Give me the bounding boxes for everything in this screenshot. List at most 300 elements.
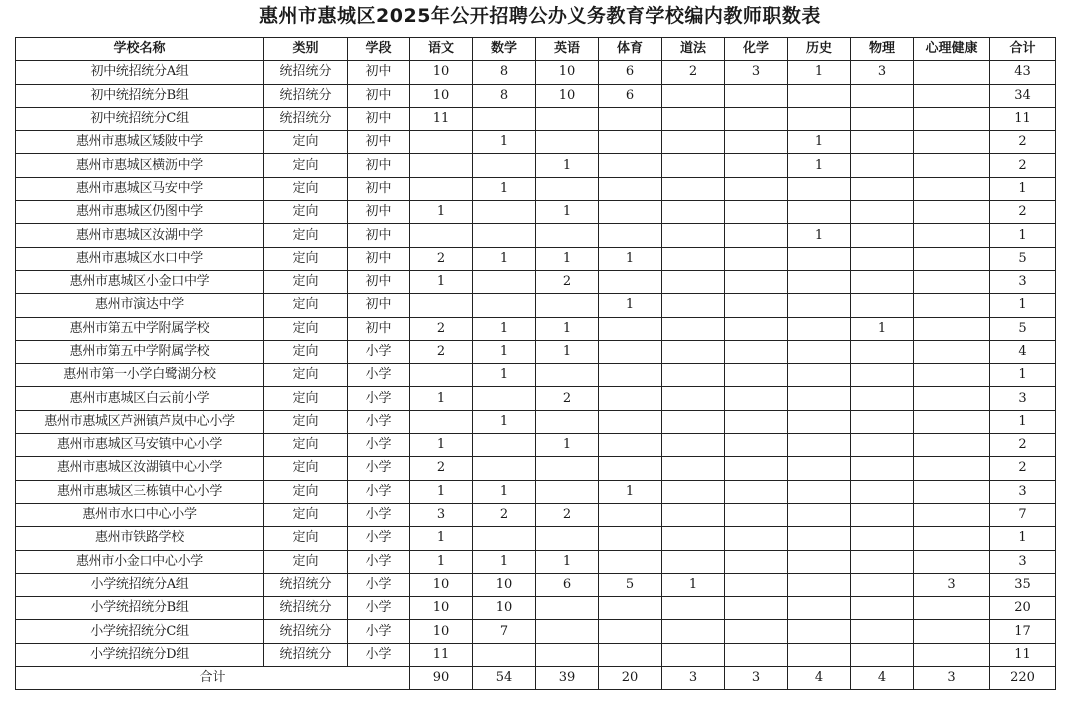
- quota-cell: [788, 270, 851, 293]
- row-total-cell: 2: [990, 131, 1056, 154]
- quota-cell: [788, 597, 851, 620]
- quota-cell: [536, 107, 599, 130]
- school-name-cell: 小学统招统分A组: [16, 573, 264, 596]
- quota-cell: [788, 247, 851, 270]
- row-total-cell: 3: [990, 270, 1056, 293]
- quota-cell: [725, 620, 788, 643]
- quota-cell: 1: [473, 340, 536, 363]
- school-name-cell: 惠州市小金口中心小学: [16, 550, 264, 573]
- quota-cell: 3: [410, 503, 473, 526]
- quota-cell: [410, 154, 473, 177]
- quota-cell: [599, 550, 662, 573]
- stage-cell: 小学: [348, 387, 410, 410]
- school-name-cell: 惠州市水口中心小学: [16, 503, 264, 526]
- quota-cell: [599, 340, 662, 363]
- quota-cell: [788, 364, 851, 387]
- quota-cell: [662, 527, 725, 550]
- quota-cell: [662, 131, 725, 154]
- quota-cell: 1: [599, 294, 662, 317]
- school-name-cell: 惠州市第五中学附属学校: [16, 317, 264, 340]
- quota-cell: [599, 503, 662, 526]
- quota-cell: 2: [662, 61, 725, 84]
- school-name-cell: 惠州市第五中学附属学校: [16, 340, 264, 363]
- quota-cell: [851, 387, 914, 410]
- quota-cell: 1: [536, 247, 599, 270]
- category-cell: 定向: [264, 480, 348, 503]
- quota-cell: 10: [410, 620, 473, 643]
- quota-cell: [788, 480, 851, 503]
- row-total-cell: 2: [990, 434, 1056, 457]
- quota-cell: 1: [599, 480, 662, 503]
- quota-cell: [473, 224, 536, 247]
- quota-cell: [599, 154, 662, 177]
- quota-cell: [914, 387, 990, 410]
- total-cell: 220: [990, 667, 1056, 690]
- quota-cell: [662, 387, 725, 410]
- quota-cell: [536, 224, 599, 247]
- quota-cell: [914, 480, 990, 503]
- quota-cell: [725, 480, 788, 503]
- category-cell: 定向: [264, 154, 348, 177]
- table-row: [16, 527, 1056, 550]
- quota-cell: [536, 294, 599, 317]
- quota-cell: [725, 387, 788, 410]
- quota-cell: [851, 410, 914, 433]
- stage-cell: 初中: [348, 201, 410, 224]
- header-cell: 合计: [990, 38, 1056, 61]
- quota-cell: 1: [536, 340, 599, 363]
- quota-cell: [914, 224, 990, 247]
- quota-cell: 1: [473, 480, 536, 503]
- quota-cell: 1: [473, 247, 536, 270]
- category-cell: 定向: [264, 503, 348, 526]
- table-row: [16, 434, 1056, 457]
- quota-cell: [725, 107, 788, 130]
- quota-cell: [536, 620, 599, 643]
- quota-cell: [914, 340, 990, 363]
- quota-cell: 1: [410, 550, 473, 573]
- school-name-cell: 惠州市演达中学: [16, 294, 264, 317]
- quota-cell: [725, 340, 788, 363]
- row-total-cell: 3: [990, 480, 1056, 503]
- quota-cell: [725, 270, 788, 293]
- quota-cell: [725, 550, 788, 573]
- quota-cell: [914, 107, 990, 130]
- school-name-cell: 惠州市惠城区马安中学: [16, 177, 264, 200]
- quota-cell: 2: [410, 247, 473, 270]
- quota-cell: 1: [473, 131, 536, 154]
- quota-cell: 2: [410, 457, 473, 480]
- quota-cell: [473, 434, 536, 457]
- quota-cell: 1: [410, 201, 473, 224]
- quota-cell: [851, 573, 914, 596]
- row-total-cell: 35: [990, 573, 1056, 596]
- quota-cell: 1: [410, 270, 473, 293]
- quota-cell: 1: [536, 201, 599, 224]
- category-cell: 定向: [264, 201, 348, 224]
- quota-cell: [725, 643, 788, 666]
- quota-cell: [473, 154, 536, 177]
- row-total-cell: 2: [990, 154, 1056, 177]
- quota-cell: [725, 201, 788, 224]
- row-total-cell: 3: [990, 387, 1056, 410]
- quota-cell: [410, 131, 473, 154]
- quota-cell: [788, 457, 851, 480]
- quota-cell: 1: [410, 480, 473, 503]
- header-cell: 类别: [264, 38, 348, 61]
- quota-cell: 1: [410, 387, 473, 410]
- quota-cell: [536, 480, 599, 503]
- quota-cell: [599, 270, 662, 293]
- row-total-cell: 11: [990, 643, 1056, 666]
- header-cell: 语文: [410, 38, 473, 61]
- total-cell: 4: [788, 667, 851, 690]
- quota-cell: [851, 131, 914, 154]
- category-cell: 定向: [264, 247, 348, 270]
- quota-cell: [914, 84, 990, 107]
- quota-cell: [851, 480, 914, 503]
- quota-cell: [788, 387, 851, 410]
- quota-cell: [662, 364, 725, 387]
- quota-cell: [410, 294, 473, 317]
- quota-cell: 5: [599, 573, 662, 596]
- quota-cell: [599, 457, 662, 480]
- quota-cell: [788, 84, 851, 107]
- quota-cell: [410, 364, 473, 387]
- quota-cell: [788, 550, 851, 573]
- quota-cell: [914, 550, 990, 573]
- quota-cell: 10: [410, 573, 473, 596]
- quota-cell: [725, 131, 788, 154]
- quota-cell: 10: [473, 597, 536, 620]
- stage-cell: 小学: [348, 457, 410, 480]
- header-cell: 学段: [348, 38, 410, 61]
- quota-cell: 2: [536, 270, 599, 293]
- row-total-cell: 1: [990, 410, 1056, 433]
- table-row: [16, 177, 1056, 200]
- table-row: [16, 643, 1056, 666]
- quota-cell: [473, 527, 536, 550]
- quota-cell: [788, 503, 851, 526]
- quota-cell: [599, 620, 662, 643]
- table-row: [16, 270, 1056, 293]
- quota-cell: [725, 457, 788, 480]
- stage-cell: 初中: [348, 294, 410, 317]
- quota-cell: 10: [410, 597, 473, 620]
- quota-cell: [914, 597, 990, 620]
- quota-cell: [788, 620, 851, 643]
- quota-cell: [725, 177, 788, 200]
- quota-cell: [788, 201, 851, 224]
- quota-cell: [536, 177, 599, 200]
- quota-cell: [599, 643, 662, 666]
- category-cell: 统招统分: [264, 643, 348, 666]
- quota-cell: [536, 643, 599, 666]
- total-cell: 3: [725, 667, 788, 690]
- header-cell: 道法: [662, 38, 725, 61]
- quota-cell: [662, 410, 725, 433]
- school-name-cell: 惠州市惠城区芦洲镇芦岚中心小学: [16, 410, 264, 433]
- totals-row: [16, 667, 1056, 690]
- row-total-cell: 1: [990, 294, 1056, 317]
- table-row: [16, 620, 1056, 643]
- row-total-cell: 5: [990, 317, 1056, 340]
- row-total-cell: 2: [990, 457, 1056, 480]
- category-cell: 定向: [264, 224, 348, 247]
- quota-cell: [536, 410, 599, 433]
- school-name-cell: 惠州市惠城区矮陂中学: [16, 131, 264, 154]
- quota-cell: [662, 154, 725, 177]
- quota-cell: [914, 154, 990, 177]
- quota-cell: 1: [473, 550, 536, 573]
- quota-cell: [725, 503, 788, 526]
- quota-cell: 3: [851, 61, 914, 84]
- quota-cell: [662, 317, 725, 340]
- category-cell: 统招统分: [264, 107, 348, 130]
- quota-cell: [851, 620, 914, 643]
- quota-cell: [662, 294, 725, 317]
- quota-cell: 10: [410, 84, 473, 107]
- quota-cell: [725, 573, 788, 596]
- quota-cell: [725, 597, 788, 620]
- quota-cell: [662, 201, 725, 224]
- quota-cell: [410, 177, 473, 200]
- header-row: [16, 38, 1056, 61]
- school-name-cell: 小学统招统分D组: [16, 643, 264, 666]
- quota-cell: 10: [536, 61, 599, 84]
- quota-cell: [788, 643, 851, 666]
- quota-cell: [851, 201, 914, 224]
- quota-cell: [662, 550, 725, 573]
- quota-cell: [788, 527, 851, 550]
- category-cell: 定向: [264, 177, 348, 200]
- stage-cell: 小学: [348, 527, 410, 550]
- quota-cell: [599, 317, 662, 340]
- quota-cell: [536, 364, 599, 387]
- table-row: [16, 224, 1056, 247]
- quota-cell: [599, 177, 662, 200]
- quota-cell: [788, 177, 851, 200]
- table-row: [16, 294, 1056, 317]
- category-cell: 统招统分: [264, 597, 348, 620]
- quota-cell: [851, 270, 914, 293]
- stage-cell: 初中: [348, 317, 410, 340]
- stage-cell: 小学: [348, 434, 410, 457]
- row-total-cell: 7: [990, 503, 1056, 526]
- quota-cell: 6: [599, 61, 662, 84]
- row-total-cell: 1: [990, 527, 1056, 550]
- stage-cell: 小学: [348, 620, 410, 643]
- quota-cell: 1: [536, 434, 599, 457]
- quota-cell: [851, 457, 914, 480]
- stage-cell: 小学: [348, 550, 410, 573]
- quota-cell: 1: [788, 224, 851, 247]
- table-row: [16, 387, 1056, 410]
- quota-cell: [536, 131, 599, 154]
- row-total-cell: 2: [990, 201, 1056, 224]
- row-total-cell: 17: [990, 620, 1056, 643]
- quota-cell: [599, 201, 662, 224]
- quota-cell: [662, 597, 725, 620]
- quota-cell: [851, 340, 914, 363]
- teacher-quota-table: [15, 37, 1056, 690]
- stage-cell: 初中: [348, 131, 410, 154]
- quota-cell: 6: [599, 84, 662, 107]
- total-cell: 20: [599, 667, 662, 690]
- quota-cell: [788, 573, 851, 596]
- quota-cell: [914, 131, 990, 154]
- quota-cell: [914, 294, 990, 317]
- quota-cell: [851, 643, 914, 666]
- total-cell: 3: [662, 667, 725, 690]
- quota-cell: [662, 643, 725, 666]
- stage-cell: 小学: [348, 410, 410, 433]
- quota-cell: [914, 527, 990, 550]
- table-row: [16, 550, 1056, 573]
- school-name-cell: 初中统招统分C组: [16, 107, 264, 130]
- school-name-cell: 惠州市惠城区汝湖镇中心小学: [16, 457, 264, 480]
- quota-cell: [473, 387, 536, 410]
- category-cell: 统招统分: [264, 573, 348, 596]
- stage-cell: 小学: [348, 573, 410, 596]
- school-name-cell: 惠州市惠城区仍图中学: [16, 201, 264, 224]
- table-row: [16, 317, 1056, 340]
- row-total-cell: 4: [990, 340, 1056, 363]
- table-row: [16, 247, 1056, 270]
- category-cell: 定向: [264, 317, 348, 340]
- stage-cell: 初中: [348, 224, 410, 247]
- quota-cell: [536, 457, 599, 480]
- quota-cell: [599, 527, 662, 550]
- category-cell: 统招统分: [264, 61, 348, 84]
- quota-cell: [914, 61, 990, 84]
- quota-cell: [725, 527, 788, 550]
- header-cell: 数学: [473, 38, 536, 61]
- row-total-cell: 1: [990, 177, 1056, 200]
- quota-cell: 1: [662, 573, 725, 596]
- quota-cell: [851, 527, 914, 550]
- total-cell: 4: [851, 667, 914, 690]
- quota-cell: 8: [473, 61, 536, 84]
- quota-cell: [662, 224, 725, 247]
- header-cell: 体育: [599, 38, 662, 61]
- quota-cell: [851, 503, 914, 526]
- school-name-cell: 惠州市惠城区汝湖中学: [16, 224, 264, 247]
- stage-cell: 小学: [348, 480, 410, 503]
- quota-cell: [851, 84, 914, 107]
- header-cell: 化学: [725, 38, 788, 61]
- quota-cell: 3: [914, 573, 990, 596]
- table-row: [16, 364, 1056, 387]
- row-total-cell: 1: [990, 224, 1056, 247]
- quota-cell: 10: [473, 573, 536, 596]
- row-total-cell: 34: [990, 84, 1056, 107]
- quota-cell: [851, 107, 914, 130]
- header-cell: 学校名称: [16, 38, 264, 61]
- category-cell: 定向: [264, 387, 348, 410]
- category-cell: 定向: [264, 364, 348, 387]
- row-total-cell: 1: [990, 364, 1056, 387]
- quota-cell: [914, 317, 990, 340]
- table-row: [16, 597, 1056, 620]
- school-name-cell: 惠州市惠城区横沥中学: [16, 154, 264, 177]
- quota-cell: 1: [473, 364, 536, 387]
- quota-cell: [788, 410, 851, 433]
- table-row: [16, 61, 1056, 84]
- quota-cell: [725, 294, 788, 317]
- quota-cell: [851, 434, 914, 457]
- quota-cell: [914, 201, 990, 224]
- quota-cell: [788, 294, 851, 317]
- school-name-cell: 惠州市惠城区小金口中学: [16, 270, 264, 293]
- category-cell: 定向: [264, 527, 348, 550]
- total-cell: 54: [473, 667, 536, 690]
- quota-cell: 1: [410, 527, 473, 550]
- quota-cell: [662, 340, 725, 363]
- school-name-cell: 惠州市惠城区马安镇中心小学: [16, 434, 264, 457]
- table-row: [16, 154, 1056, 177]
- quota-cell: 1: [473, 317, 536, 340]
- stage-cell: 初中: [348, 177, 410, 200]
- quota-cell: [914, 434, 990, 457]
- quota-cell: [788, 317, 851, 340]
- category-cell: 定向: [264, 457, 348, 480]
- quota-cell: [725, 154, 788, 177]
- total-cell: 3: [914, 667, 990, 690]
- table-row: [16, 480, 1056, 503]
- stage-cell: 小学: [348, 340, 410, 363]
- quota-cell: [473, 201, 536, 224]
- table-row: [16, 573, 1056, 596]
- quota-cell: [851, 177, 914, 200]
- quota-cell: 1: [599, 247, 662, 270]
- category-cell: 定向: [264, 550, 348, 573]
- category-cell: 定向: [264, 131, 348, 154]
- quota-cell: 1: [851, 317, 914, 340]
- quota-cell: [662, 457, 725, 480]
- quota-cell: [410, 224, 473, 247]
- quota-cell: [662, 480, 725, 503]
- school-name-cell: 惠州市惠城区白云前小学: [16, 387, 264, 410]
- quota-cell: 10: [410, 61, 473, 84]
- table-row: [16, 107, 1056, 130]
- category-cell: 定向: [264, 340, 348, 363]
- header-cell: 心理健康: [914, 38, 990, 61]
- stage-cell: 小学: [348, 364, 410, 387]
- category-cell: 统招统分: [264, 84, 348, 107]
- quota-cell: [662, 270, 725, 293]
- quota-cell: [599, 131, 662, 154]
- quota-cell: [599, 224, 662, 247]
- school-name-cell: 惠州市铁路学校: [16, 527, 264, 550]
- quota-cell: 1: [473, 177, 536, 200]
- quota-cell: [536, 597, 599, 620]
- quota-cell: [662, 84, 725, 107]
- row-total-cell: 43: [990, 61, 1056, 84]
- school-name-cell: 小学统招统分C组: [16, 620, 264, 643]
- quota-cell: [473, 457, 536, 480]
- stage-cell: 小学: [348, 597, 410, 620]
- school-name-cell: 惠州市惠城区水口中学: [16, 247, 264, 270]
- quota-cell: [599, 410, 662, 433]
- quota-cell: 2: [536, 387, 599, 410]
- document-title: 惠州市惠城区2025年公开招聘公办义务教育学校编内教师职数表: [259, 5, 821, 27]
- quota-cell: [725, 247, 788, 270]
- quota-cell: [473, 270, 536, 293]
- quota-cell: [473, 107, 536, 130]
- table-row: [16, 201, 1056, 224]
- quota-cell: 11: [410, 107, 473, 130]
